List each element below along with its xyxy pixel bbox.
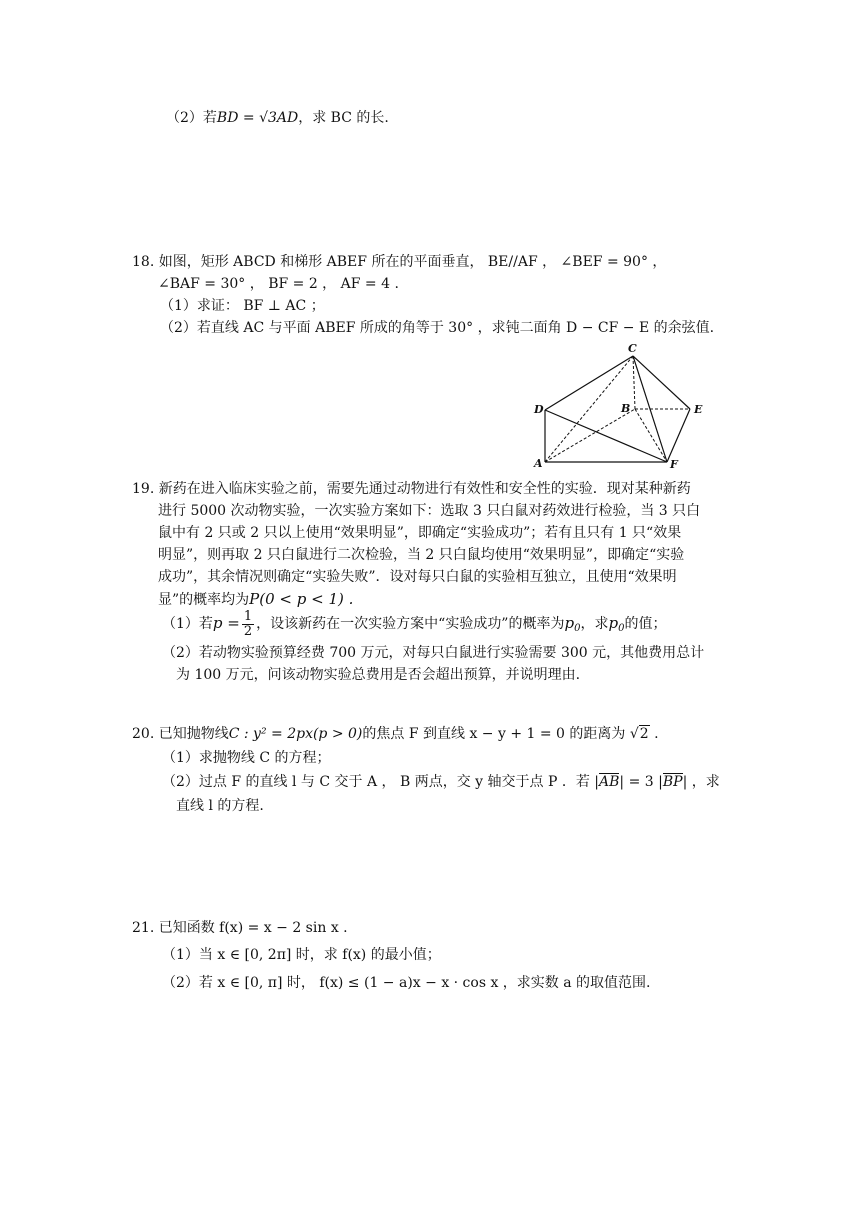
edge-AB xyxy=(545,409,635,462)
q20-part2-line1: （2）过点 F 的直线 l 与 C 交于 A ， B 两点，交 y 轴交于点 P ．若 |AB| = 3 |BP| ，求 xyxy=(162,774,720,790)
label-A: A xyxy=(534,457,543,470)
edge-DC xyxy=(545,356,633,410)
fraction-one-half: $\frac{1}{2}$ xyxy=(243,608,253,639)
q18-line2: ∠BAF = 30° ， BF = 2 ， AF = 4 . xyxy=(158,276,399,292)
q19-line5: 成功”，其余情况则确定“实验失败”．设对每只白鼠的实验相互独立，且使用“效果明 xyxy=(158,569,677,585)
edge-AC xyxy=(545,356,633,462)
q19-part1: （1）若p = $\frac{1}{2}$ ，设该新药在一次实验方案中“实验成功”的概率为$p_0$，求$p_0$的值； xyxy=(162,608,667,639)
q18-geometry-figure xyxy=(525,340,725,470)
q19-line2: 进行 5000 次动物实验，一次实验方案如下：选取 3 只白鼠对药效进行检验，当 3 只白 xyxy=(158,503,701,519)
q18-part1: （1）求证： BF ⊥ AC ； xyxy=(160,298,325,314)
q19-part2-line1: （2）若动物实验预算经费 700 万元，对每只白鼠进行实验需要 300 元，其他费用总计 xyxy=(162,645,705,661)
q20-line1: 20. 已知抛物线C : y² = 2px(p > 0)的焦点 F 到直线 x − y + 1 = 0 的距离为 √2 . xyxy=(132,726,659,742)
q20-part2-line2: 直线 l 的方程. xyxy=(176,798,264,814)
q18-line1: 18. 如图，矩形 ABCD 和梯形 ABEF 所在的平面垂直， BE//AF ， ∠BEF = 90° ， xyxy=(132,254,667,270)
q20-part1: （1）求抛物线 C 的方程； xyxy=(162,750,331,766)
q19-line6: 显”的概率均为P(0 < p < 1) . xyxy=(158,590,354,608)
edge-EF xyxy=(667,409,690,462)
label-E: E xyxy=(694,403,703,416)
edge-BF xyxy=(635,409,667,462)
q21-part1: （1）当 x ∈ [0, 2π] 时，求 f(x) 的最小值； xyxy=(162,947,441,963)
q21-line1: 21. 已知函数 f(x) = x − 2 sin x . xyxy=(132,920,348,936)
q18-part2: （2）若直线 AC 与平面 ABEF 所成的角等于 30° ，求钝二面角 D − CF − E 的余弦值. xyxy=(160,320,715,336)
q19-part2-line2: 为 100 万元，问该动物实验总费用是否会超出预算，并说明理由. xyxy=(176,667,581,683)
label-B: B xyxy=(621,402,631,415)
edge-CB xyxy=(633,356,635,409)
q17-part2: （2）若BD = √3AD，求 BC 的长. xyxy=(166,110,389,126)
q19-line4: 明显”，则再取 2 只白鼠进行二次检验，当 2 只白鼠均使用“效果明显”，即确定“实验 xyxy=(158,547,685,563)
q21-part2: （2）若 x ∈ [0, π] 时， f(x) ≤ (1 − a)x − x · cos x ，求实数 a 的取值范围. xyxy=(162,975,651,991)
label-F: F xyxy=(670,458,678,470)
label-C: C xyxy=(628,342,637,355)
label-D: D xyxy=(534,403,544,416)
edge-DF xyxy=(545,410,667,462)
q19-line3: 鼠中有 2 只或 2 只以上使用“效果明显”，即确定“实验成功”；若有且只有 1 只“效果 xyxy=(158,525,682,541)
q19-line1: 19. 新药在进入临床实验之前，需要先通过动物进行有效性和安全性的实验．现对某种新药 xyxy=(132,481,691,497)
